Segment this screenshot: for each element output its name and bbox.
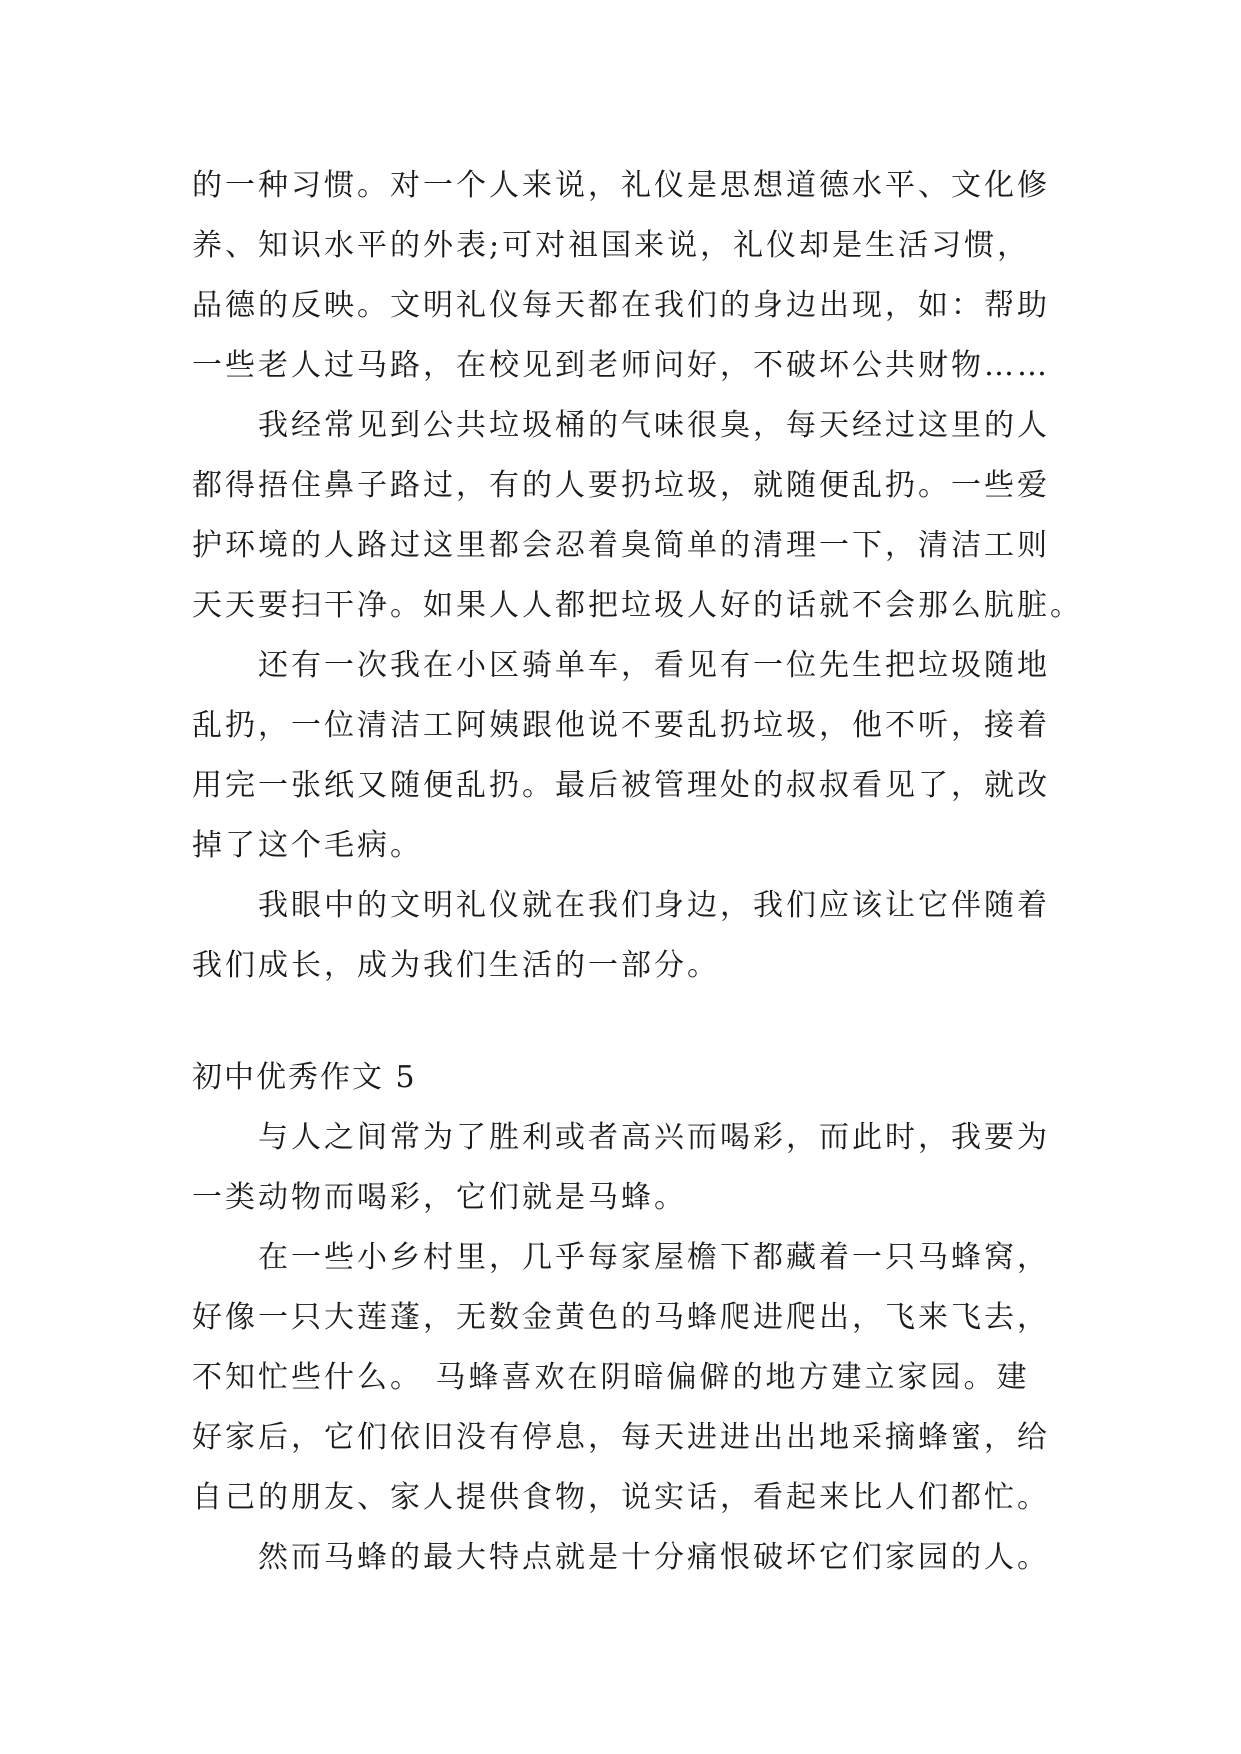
text-line: 用完一张纸又随便乱扔。最后被管理处的叔叔看见了，就改 (192, 768, 1050, 803)
section-gap (192, 996, 1072, 1048)
text-line: 我们成长，成为我们生活的一部分。 (192, 948, 720, 983)
text-line: 我经常见到公共垃圾桶的气味很臭，每天经过这里的人 (258, 408, 1050, 443)
paragraph (192, 1228, 1072, 1528)
text-line: 好家后，它们依旧没有停息，每天进进出出地采摘蜂蜜，给 (192, 1420, 1050, 1455)
text-line: 的一种习惯。对一个人来说，礼仪是思想道德水平、文化修 (192, 168, 1050, 203)
paragraph (192, 1528, 1072, 1588)
text-line: 养、知识水平的外表;可对祖国来说，礼仪却是生活习惯， (192, 228, 1031, 263)
text-line: 我眼中的文明礼仪就在我们身边，我们应该让它伴随着 (258, 888, 1050, 923)
paragraph (192, 156, 1072, 396)
paragraph (192, 1108, 1072, 1228)
text-line: 一些老人过马路，在校见到老师问好，不破坏公共财物…… (192, 348, 1050, 383)
text-line: 都得捂住鼻子路过，有的人要扔垃圾，就随便乱扔。一些爱 (192, 468, 1050, 503)
text-line: 好像一只大莲蓬，无数金黄色的马蜂爬进爬出，飞来飞去， (192, 1300, 1050, 1335)
text-line: 不知忙些什么。 马蜂喜欢在阴暗偏僻的地方建立家园。建 (192, 1360, 1030, 1395)
paragraph (192, 636, 1072, 876)
text-line: 护环境的人路过这里都会忍着臭简单的清理一下，清洁工则 (192, 528, 1050, 563)
paragraph (192, 396, 1083, 636)
text-line: 天天要扫干净。如果人人都把垃圾人好的话就不会那么肮脏。 (192, 588, 1083, 623)
text-line: 在一些小乡村里，几乎每家屋檐下都藏着一只马蜂窝， (258, 1240, 1050, 1275)
text-line: 一类动物而喝彩，它们就是马蜂。 (192, 1180, 687, 1215)
text-line: 品德的反映。文明礼仪每天都在我们的身边出现，如：帮助 (192, 288, 1050, 323)
section-heading: 初中优秀作文 5 (192, 1060, 417, 1095)
text-line: 与人之间常为了胜利或者高兴而喝彩，而此时，我要为 (258, 1120, 1050, 1155)
document-body (192, 156, 1083, 1588)
text-line: 还有一次我在小区骑单车，看见有一位先生把垃圾随地 (258, 648, 1050, 683)
text-line: 然而马蜂的最大特点就是十分痛恨破坏它们家园的人。 (258, 1540, 1050, 1575)
paragraph (192, 876, 1072, 996)
text-line: 自己的朋友、家人提供食物，说实话，看起来比人们都忙。 (192, 1480, 1050, 1515)
text-line: 掉了这个毛病。 (192, 828, 423, 863)
text-line: 乱扔，一位清洁工阿姨跟他说不要乱扔垃圾，他不听，接着 (192, 708, 1050, 743)
